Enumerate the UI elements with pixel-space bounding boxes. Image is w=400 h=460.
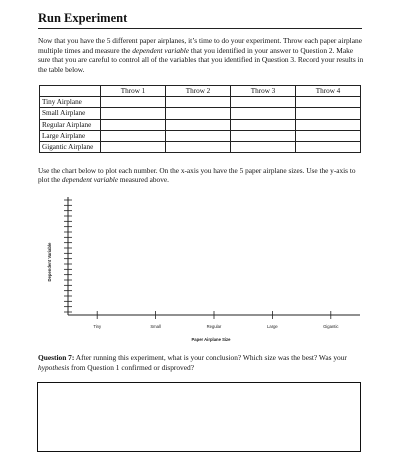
question-label: Question 7: [38,353,75,362]
question-text-1: After running this experiment, what is your conclusion? Which size was the best? Was your [74,353,347,362]
intro-text-2: that you identified in your answer to Question 2. Make sure that you are careful to control all of the variables that you identified in Question 3. Record your results in the table below. [38,45,364,74]
question-7 [38,353,364,372]
row-label: Large Airplane [40,130,101,141]
column-header: Throw 3 [231,86,296,97]
intro-emphasis: dependent variable [132,45,190,55]
row-label: Regular Airplane [40,119,101,130]
intro-text-1: Now that you have the 5 different paper airplanes, it’s time to do your experiment. Throw each paper airplane multiple times and measure the [38,36,362,55]
question-text-2: from Question 1 confirmed or disproved? [69,362,194,372]
chart-instructions-text-1: Use the chart below to plot each number. On the x-axis you have the 5 paper airplane sizes. Use the y-axis to plot the [38,166,356,185]
x-tick-label: Tiny [93,324,102,329]
y-axis-title: Dependent Variable [47,242,52,282]
row-label: Small Airplane [40,108,101,119]
x-axis-ticks [93,311,338,329]
column-header: Throw 1 [101,86,166,97]
x-tick-label: Large [267,324,278,329]
column-header: Throw 2 [166,86,231,97]
x-tick-label: Small [150,324,161,329]
x-tick-label: Regular [206,324,222,329]
x-tick-label: Gigantic [323,324,339,329]
question-emphasis: hypothesis [38,362,70,372]
chart-instructions-text-2: measured above. [118,175,169,185]
page-title: Run Experiment [38,11,362,29]
x-axis-title: Paper Airplane Size [191,337,231,342]
answer-box[interactable] [37,382,361,452]
row-label: Gigantic Airplane [40,141,101,152]
column-header: Throw 4 [296,86,361,97]
row-label: Tiny Airplane [40,97,101,108]
chart-instructions-emphasis: dependent variable [61,175,119,185]
